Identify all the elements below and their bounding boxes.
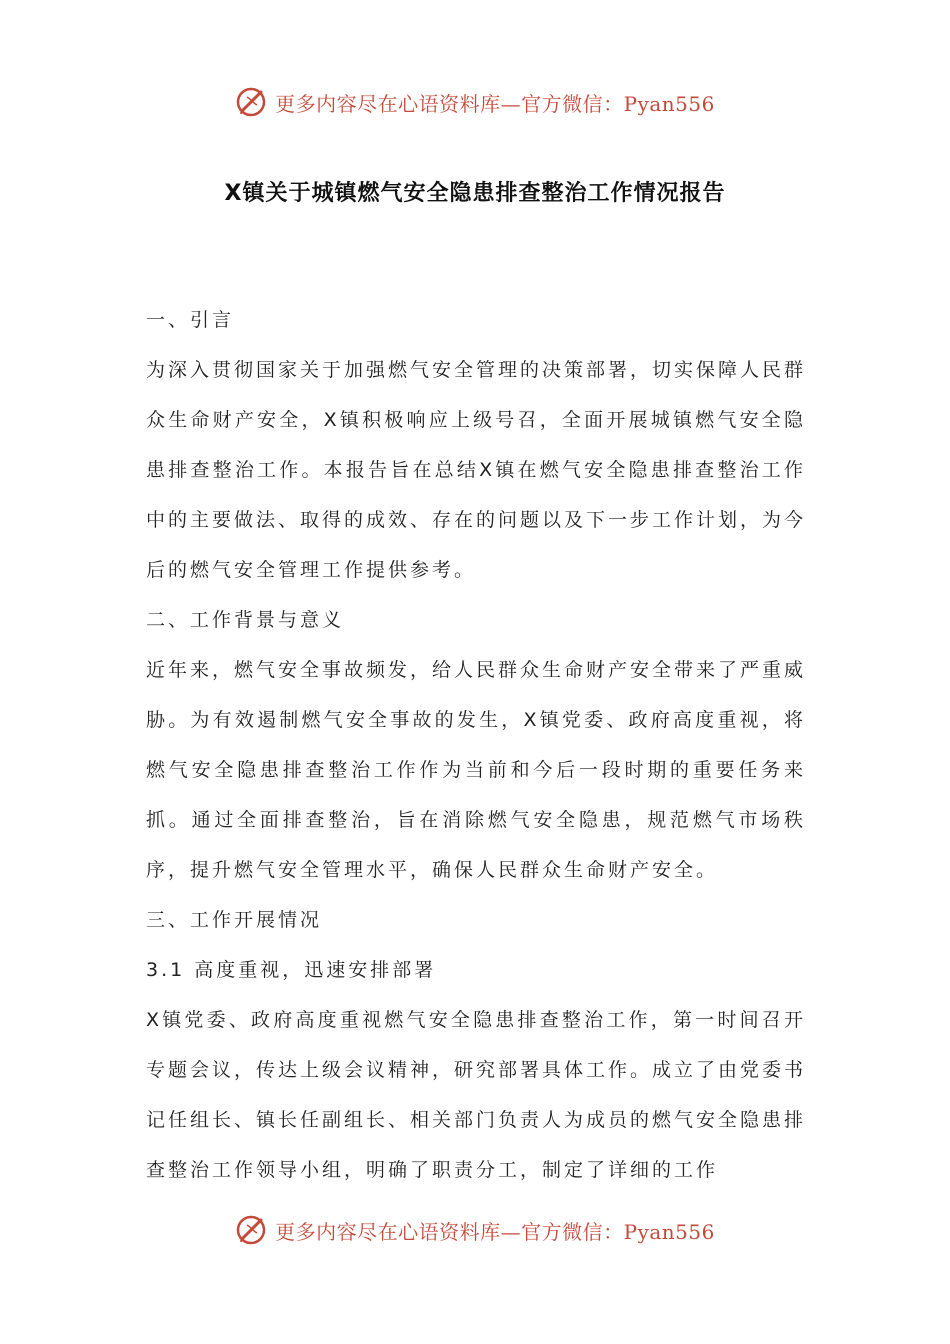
document-title: X镇关于城镇燃气安全隐患排查整治工作情况报告 [224, 181, 726, 206]
paragraph-3-1: X镇党委、政府高度重视燃气安全隐患排查整治工作，第一时间召开专题会议，传达上级会议精神，研究部署具体工作。成立了由党委书记任组长、镇长任副组长、相关部门负责人为成员的燃气安全隐患排查整治工作领导小组，明确了职责分工，制定了详细的工作 [146, 1009, 807, 1181]
document-body [146, 295, 806, 1195]
subsection-heading-3-1: 3.1 高度重视，迅速安排部署 [146, 959, 437, 981]
watermark-header [0, 82, 950, 122]
watermark-text [275, 88, 715, 117]
watermark-library-text: 更多内容尽在心语资料库 [275, 1219, 501, 1244]
pen-logo-icon [235, 1213, 269, 1247]
paragraph-introduction: 为深入贯彻国家关于加强燃气安全管理的决策部署，切实保障人民群众生命财产安全，X镇积极响应上级号召，全面开展城镇燃气安全隐患排查整治工作。本报告旨在总结X镇在燃气安全隐患排查整治工作中的主要做法、取得的成效、存在的问题以及下一步工作计划，为今后的燃气安全管理工作提供参考。 [146, 359, 807, 581]
watermark-text [275, 1216, 715, 1245]
paragraph-background: 近年来，燃气安全事故频发，给人民群众生命财产安全带来了严重威胁。为有效遏制燃气安全事故的发生，X镇党委、政府高度重视，将燃气安全隐患排查整治工作作为当前和今后一段时期的重要任务来抓。通过全面排查整治，旨在消除燃气安全隐患，规范燃气市场秩序，提升燃气安全管理水平，确保人民群众生命财产安全。 [146, 659, 807, 881]
pen-logo-icon [235, 85, 269, 119]
watermark-contact-text: —官方微信：Pyan556 [500, 91, 715, 116]
section-heading-introduction: 一、引言 [146, 309, 235, 331]
watermark-contact-text: —官方微信：Pyan556 [500, 1219, 715, 1244]
section-heading-progress: 三、工作开展情况 [146, 909, 323, 931]
watermark-library-text: 更多内容尽在心语资料库 [275, 91, 501, 116]
section-heading-background: 二、工作背景与意义 [146, 609, 345, 631]
watermark-footer [0, 1210, 950, 1250]
